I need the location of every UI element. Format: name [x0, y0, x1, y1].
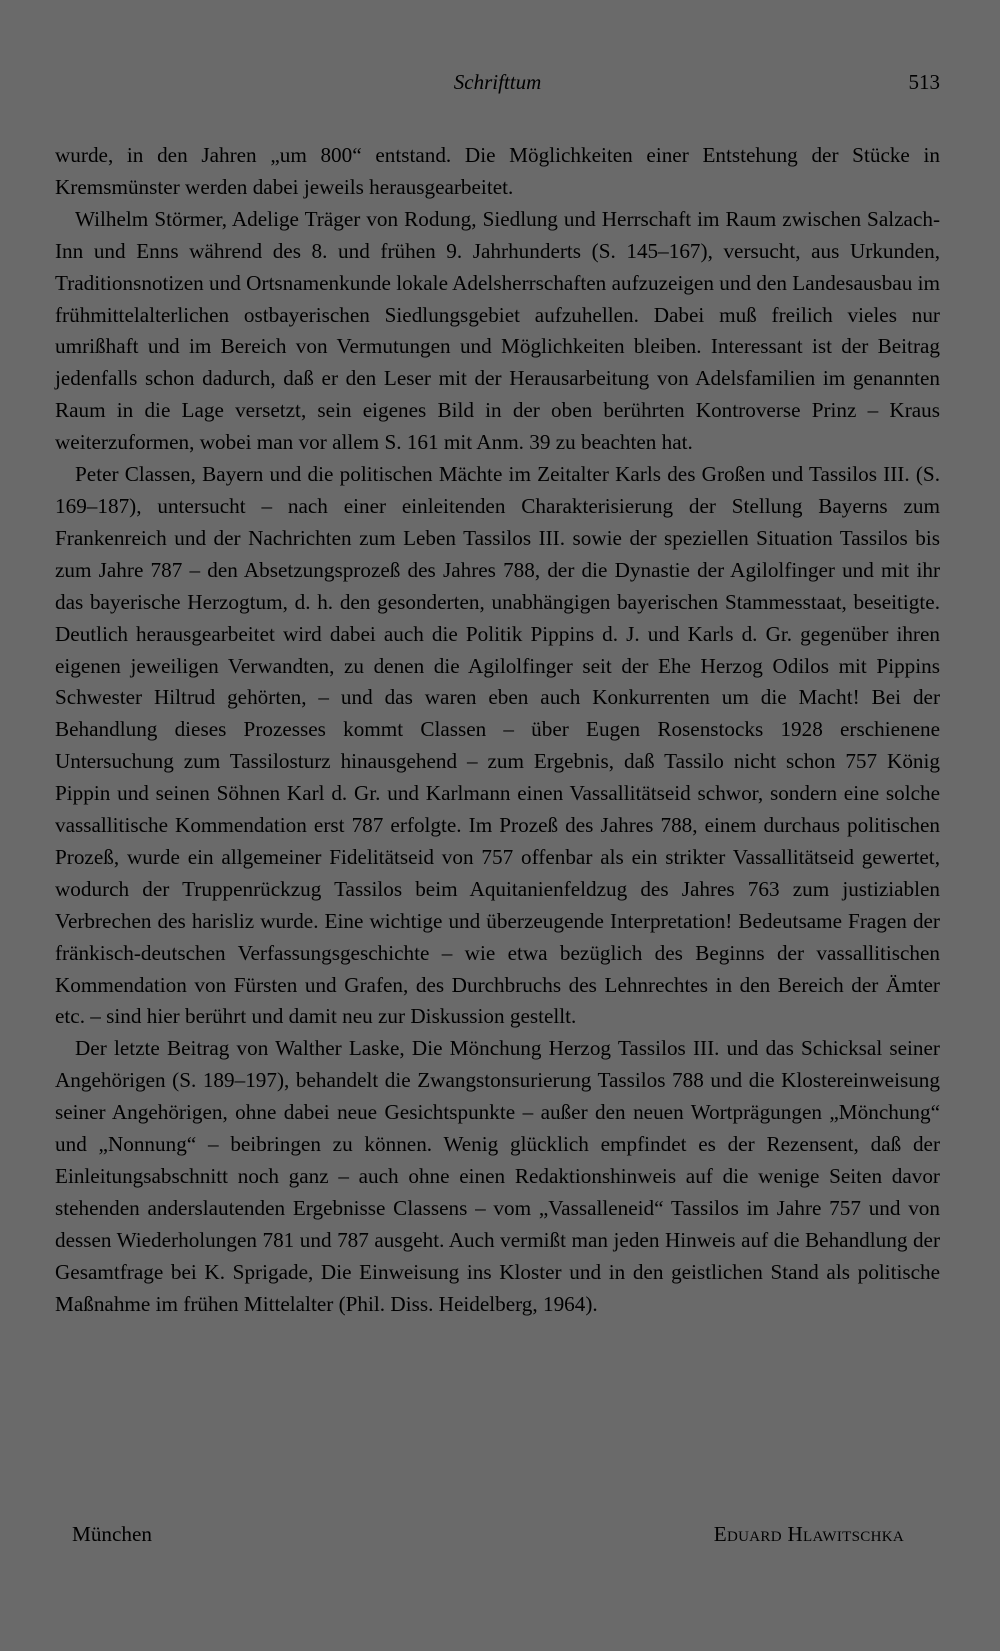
- paragraph-laske: Der letzte Beitrag von Walther Laske, Die Mönchung Herzog Tassilos III. und das Schicksal seiner Angehörigen (S. 189–197), behandelt die Zwangstonsurierung Tassilos 788 und die Klostereinweisung seiner Angehörigen, ohne dabei neue Gesichtspunkte – außer den neuen Wortprägungen „Mönchung“ und „Nonnung“ – beibringen zu können. Wenig glücklich empfindet es der Rezensent, daß der Einleitungsabschnitt noch ganz – auch ohne einen Redaktionshinweis auf die wenige Seiten davor stehenden anderslautenden Ergebnisse Classens – vom „Vassalleneid“ Tassilos im Jahre 757 und von dessen Wiederholungen 781 und 787 ausgeht. Auch vermißt man jeden Hinweis auf die Behandlung der Gesamtfrage bei K. Sprigade, Die Einweisung ins Kloster und in den geistlichen Stand als politische Maßnahme im frühen Mittelalter (Phil. Diss. Heidelberg, 1964).: [55, 1036, 940, 1316]
- page-header: [55, 70, 940, 102]
- page-number: 513: [908, 70, 940, 94]
- paragraph-continuation: wurde, in den Jahren „um 800“ entstand. Die Möglichkeiten einer Entstehung der Stücke in Kremsmünster werden dabei jeweils herausgearbeitet.: [55, 143, 940, 199]
- paragraph-stoermer: Wilhelm Störmer, Adelige Träger von Rodung, Siedlung und Herrschaft im Raum zwischen Salzach-Inn und Enns während des 8. und frühen 9. Jahrhunderts (S. 145–167), versucht, aus Urkunden, Traditionsnotizen und Ortsnamenkunde lokale Adelsherrschaften aufzuzeigen und den Landesausbau im frühmittelalterlichen ostbayerischen Siedlungsgebiet aufzuhellen. Dabei muß freilich vieles nur umrißhaft und im Bereich von Vermutungen und Möglichkeiten bleiben. Interessant ist der Beitrag jedenfalls schon dadurch, daß er den Leser mit der Herausarbeitung von Adelsfamilien im genannten Raum in die Lage versetzt, sein eigenes Bild in der oben berührten Kontroverse Prinz – Kraus weiterzuformen, wobei man vor allem S. 161 mit Anm. 39 zu beachten hat.: [55, 206, 940, 455]
- signature-place: München: [72, 1522, 153, 1546]
- signature: [72, 1522, 904, 1554]
- signature-author: Eduard Hlawitschka: [713, 1522, 904, 1546]
- running-title: Schrifttum: [453, 70, 542, 94]
- body-text: [55, 140, 940, 1321]
- paragraph-classen: Peter Classen, Bayern und die politischen Mächte im Zeitalter Karls des Großen und Tassilos III. (S. 169–187), untersucht – nach einer einleitenden Charakterisierung der Stellung Bayerns zum Frankenreich und der Nachrichten zum Leben Tassilos III. sowie der speziellen Situation Tassilos bis zum Jahre 787 – den Absetzungsprozeß des Jahres 788, der die Dynastie der Agilolfinger und mit ihr das bayerische Herzogtum, d. h. den gesonderten, unabhängigen bayerischen Stammesstaat, beseitigte. Deutlich herausgearbeitet wird dabei auch die Politik Pippins d. J. und Karls d. Gr. gegenüber ihren eigenen jeweiligen Verwandten, zu denen die Agilolfinger seit der Ehe Herzog Odilos mit Pippins Schwester Hiltrud gehörten, – und das waren eben auch Konkurrenten um die Macht! Bei der Behandlung dieses Prozesses kommt Classen – über Eugen Rosenstocks 1928 erschienene Untersuchung zum Tassilosturz hinausgehend – zum Ergebnis, daß Tassilo nicht schon 757 König Pippin und seinen Söhnen Karl d. Gr. und Karlmann einen Vassallitätseid schwor, sondern eine solche vassallitische Kommendation erst 787 erfolgte. Im Prozeß des Jahres 788, einem durchaus politischen Prozeß, wurde ein allgemeiner Fidelitätseid von 757 offenbar als ein strikter Vassallitätseid gewertet, wodurch der Truppenrückzug Tassilos beim Aquitanienfeldzug des Jahres 763 zum justiziablen Verbrechen des harisliz wurde. Eine wichtige und überzeugende Interpretation! Bedeutsame Fragen der fränkisch-deutschen Verfassungsgeschichte – wie etwa bezüglich des Beginns der vassallitischen Kommendation von Fürsten und Grafen, des Durchbruchs des Lehnrechtes in den Bereich der Ämter etc. – sind hier berührt und damit neu zur Diskussion gestellt.: [55, 462, 940, 1029]
